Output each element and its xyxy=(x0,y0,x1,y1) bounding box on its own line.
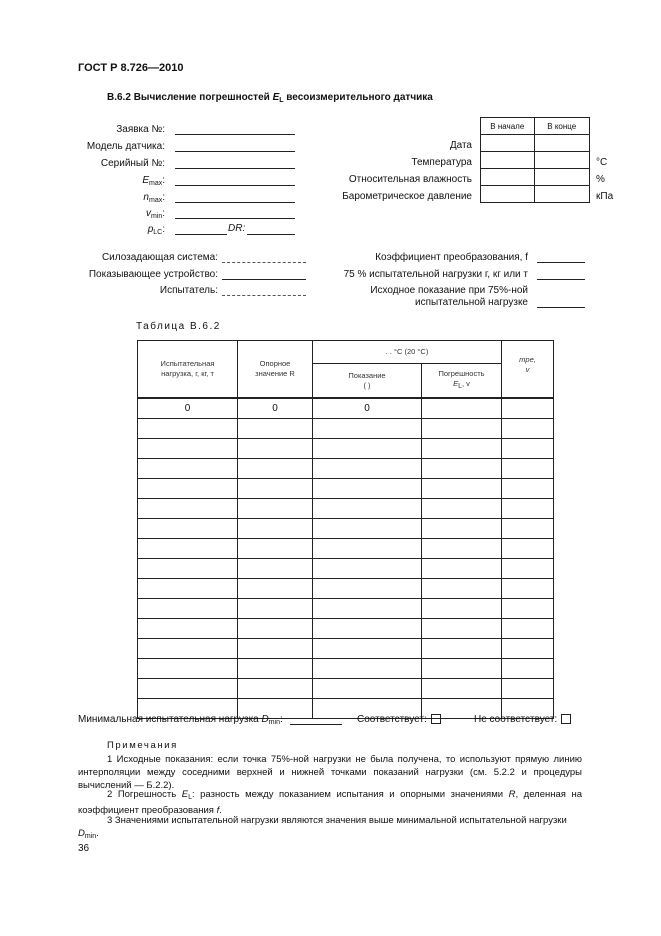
plc-symbol: p xyxy=(147,224,154,235)
table-cell[interactable] xyxy=(138,539,238,559)
model-label: Модель датчика: xyxy=(86,141,165,152)
table-cell[interactable] xyxy=(313,659,422,679)
dr-field[interactable] xyxy=(247,234,295,235)
table-row xyxy=(138,579,554,599)
table-cell[interactable] xyxy=(238,519,313,539)
note-3-symbol: D xyxy=(78,828,85,839)
table-cell[interactable] xyxy=(502,559,554,579)
force-system-label: Силозадающая система: xyxy=(101,252,218,263)
table-row xyxy=(138,659,554,679)
vmin-symbol: v xyxy=(145,208,151,219)
conditions-row-pressure xyxy=(481,186,590,203)
condition-label-humidity: Относительная влажность xyxy=(348,174,472,185)
nmax-symbol: n xyxy=(143,192,149,203)
table-row xyxy=(138,619,554,639)
header-mpe-line1: mpe, xyxy=(519,355,536,364)
note-2 xyxy=(78,788,582,817)
note-2-pre: 2 Погрешность xyxy=(107,789,182,800)
table-cell[interactable] xyxy=(502,419,554,439)
table-cell[interactable] xyxy=(238,459,313,479)
table-cell[interactable] xyxy=(422,499,502,519)
min-load-symbol: D xyxy=(261,714,269,725)
table-cell[interactable] xyxy=(138,639,238,659)
table-row xyxy=(138,398,554,419)
table-row xyxy=(138,419,554,439)
min-load-colon: : xyxy=(280,714,283,725)
header-mpe-line2: v xyxy=(525,365,530,374)
table-cell[interactable] xyxy=(502,579,554,599)
emax-field[interactable] xyxy=(175,185,295,186)
table-row xyxy=(138,559,554,579)
results-table xyxy=(137,340,554,719)
table-cell[interactable] xyxy=(138,499,238,519)
table-cell[interactable] xyxy=(422,579,502,599)
table-cell[interactable] xyxy=(313,459,422,479)
table-cell[interactable] xyxy=(138,579,238,599)
header-error-sub: L xyxy=(458,383,462,390)
table-row xyxy=(138,479,554,499)
table-cell[interactable] xyxy=(422,599,502,619)
section-title xyxy=(107,92,433,104)
temperature-end-cell[interactable] xyxy=(534,152,589,169)
section-title-pre: Вычисление погрешностей xyxy=(133,92,273,103)
table-cell[interactable] xyxy=(313,419,422,439)
table-cell[interactable] xyxy=(313,579,422,599)
load75-field[interactable] xyxy=(537,279,585,280)
header-indication xyxy=(313,364,422,399)
complies-group xyxy=(357,714,441,725)
note-2-end: . xyxy=(219,805,222,816)
header-load-line2: нагрузка, г, кг, т xyxy=(161,369,214,378)
table-row xyxy=(138,439,554,459)
table-cell[interactable] xyxy=(502,459,554,479)
header-error-line2 xyxy=(422,379,501,392)
date-start-cell[interactable] xyxy=(481,135,535,152)
indicator-field[interactable] xyxy=(222,279,306,280)
table-cell[interactable] xyxy=(238,419,313,439)
table-cell[interactable] xyxy=(313,599,422,619)
table-cell[interactable] xyxy=(502,599,554,619)
note-2-sub: L xyxy=(188,794,192,801)
coef-label: Коэффициент преобразования, f xyxy=(375,252,528,263)
table-cell[interactable] xyxy=(238,539,313,559)
table-row xyxy=(138,459,554,479)
header-mpe xyxy=(502,341,554,399)
min-load-sub: min xyxy=(268,719,281,726)
not-complies-label: Не соответствует: xyxy=(474,714,558,725)
note-2-r: R xyxy=(508,789,516,800)
table-row xyxy=(138,639,554,659)
table-cell[interactable] xyxy=(138,679,238,699)
header-indication-line1: Показание xyxy=(348,370,386,380)
vmin-colon: : xyxy=(162,208,165,219)
header-error-tail: , v xyxy=(462,379,470,388)
emax-sub: max xyxy=(148,180,163,187)
emax-colon: : xyxy=(162,175,165,186)
header-reference-line2: значение R xyxy=(255,369,295,378)
table-cell[interactable]: 0 xyxy=(238,398,313,419)
serial-label: Серийный №: xyxy=(100,158,165,169)
request-label: Заявка №: xyxy=(116,124,165,135)
note-3: 3 Значениями испытательной нагрузки являются значения выше минимальной испытательной нагрузки xyxy=(107,815,567,826)
note-1: 1 Исходные показания: если точка 75%-ной нагрузки не была получена, то используют прямую линию интерполяции между соседними верхней и нижней точками показаний нагрузки (см. 5.2.2 и процедуры вычислений — Б.2.2). xyxy=(78,754,582,791)
table-row xyxy=(138,539,554,559)
table-cell[interactable] xyxy=(502,398,554,419)
conditions-col-end: В конце xyxy=(534,118,589,135)
table-cell[interactable] xyxy=(238,639,313,659)
table-cell[interactable] xyxy=(422,419,502,439)
min-load-field[interactable] xyxy=(290,724,342,725)
complies-checkbox[interactable] xyxy=(431,714,441,724)
table-cell[interactable] xyxy=(313,639,422,659)
unit-humidity: % xyxy=(596,174,605,185)
conditions-row-temperature xyxy=(481,152,590,169)
table-cell[interactable] xyxy=(313,519,422,539)
table-cell[interactable] xyxy=(313,559,422,579)
header-load-line1: Испытательная xyxy=(160,359,215,368)
not-complies-checkbox[interactable] xyxy=(561,714,571,724)
table-cell[interactable] xyxy=(422,639,502,659)
table-cell[interactable] xyxy=(502,639,554,659)
force-system-field[interactable] xyxy=(222,262,306,263)
serial-field[interactable] xyxy=(175,168,295,169)
conditions-col-start: В начале xyxy=(481,118,535,135)
table-cell[interactable]: 0 xyxy=(313,398,422,419)
table-cell[interactable] xyxy=(422,619,502,639)
document-standard-title: ГОСТ Р 8.726—2010 xyxy=(78,62,184,74)
table-cell[interactable] xyxy=(502,679,554,699)
unit-temperature: °C xyxy=(596,157,608,168)
table-cell[interactable] xyxy=(313,439,422,459)
plc-sub: LC xyxy=(153,229,163,236)
conditions-row-humidity xyxy=(481,169,590,186)
table-cell[interactable] xyxy=(502,519,554,539)
table-cell[interactable] xyxy=(313,539,422,559)
header-reference xyxy=(238,341,313,399)
condition-label-temperature: Температура xyxy=(411,157,472,168)
table-cell[interactable] xyxy=(422,519,502,539)
coef-field[interactable] xyxy=(537,262,585,263)
header-indication-line2: ( ) xyxy=(363,380,371,390)
table-cell[interactable] xyxy=(502,659,554,679)
table-cell[interactable] xyxy=(238,439,313,459)
table-cell[interactable] xyxy=(138,459,238,479)
header-temperature: . . °C (20 °C) xyxy=(313,341,502,364)
note-2-post: , деленная на коэффициент преобразования xyxy=(78,789,582,816)
emax-label xyxy=(78,175,165,187)
table-cell[interactable] xyxy=(138,479,238,499)
table-cell[interactable] xyxy=(238,679,313,699)
table-cell[interactable] xyxy=(422,398,502,419)
table-cell[interactable] xyxy=(422,539,502,559)
plc-label xyxy=(78,224,165,236)
results-header-row-1 xyxy=(138,341,554,364)
table-cell[interactable] xyxy=(138,659,238,679)
initial-label-line1: Исходное показание при 75%-ной xyxy=(370,285,528,296)
table-cell[interactable] xyxy=(422,479,502,499)
section-symbol-sub: L xyxy=(279,97,284,104)
conditions-table xyxy=(480,117,590,203)
load75-label: 75 % испытательной нагрузки г, кг или т xyxy=(343,269,528,280)
conditions-row-date xyxy=(481,135,590,152)
complies-label: Соответствует: xyxy=(357,714,427,725)
section-title-post: весоизмерительного датчика xyxy=(283,92,433,103)
table-row xyxy=(138,499,554,519)
nmax-field[interactable] xyxy=(175,202,295,203)
table-row xyxy=(138,679,554,699)
min-load-label-pre: Минимальная испытательная нагрузка xyxy=(78,714,262,725)
nmax-colon: : xyxy=(162,192,165,203)
initial-label-line2: испытательной нагрузке xyxy=(414,297,528,308)
table-cell[interactable]: 0 xyxy=(138,398,238,419)
table-cell[interactable] xyxy=(422,559,502,579)
not-complies-group xyxy=(474,714,571,725)
note-2-mid: : разность между показанием испытания и опорными значениями xyxy=(191,789,509,800)
table-cell[interactable] xyxy=(138,599,238,619)
table-caption: Таблица В.6.2 xyxy=(136,321,221,332)
table-cell[interactable] xyxy=(238,659,313,679)
indicator-label: Показывающее устройство: xyxy=(88,269,218,280)
header-load xyxy=(138,341,238,399)
initial-field[interactable] xyxy=(537,307,585,308)
table-cell[interactable] xyxy=(502,499,554,519)
temperature-start-cell[interactable] xyxy=(481,152,535,169)
pressure-start-cell[interactable] xyxy=(481,186,535,203)
condition-label-pressure: Барометрическое давление xyxy=(342,191,472,202)
table-cell[interactable] xyxy=(238,479,313,499)
vmin-field[interactable] xyxy=(175,218,295,219)
table-cell[interactable] xyxy=(238,619,313,639)
emax-symbol: E xyxy=(142,175,149,186)
table-cell[interactable] xyxy=(422,679,502,699)
table-cell[interactable] xyxy=(502,539,554,559)
tester-label: Испытатель: xyxy=(159,285,218,296)
note-2-symbol: E xyxy=(181,789,189,800)
table-cell[interactable] xyxy=(313,679,422,699)
section-number: В.6.2 xyxy=(107,92,131,103)
table-cell[interactable] xyxy=(502,619,554,639)
table-cell[interactable] xyxy=(238,579,313,599)
table-cell[interactable] xyxy=(422,659,502,679)
table-cell[interactable] xyxy=(313,499,422,519)
notes-title: Примечания xyxy=(107,740,178,751)
note-2-f: f xyxy=(216,805,220,816)
humidity-start-cell[interactable] xyxy=(481,169,535,186)
table-cell[interactable] xyxy=(138,619,238,639)
table-cell[interactable] xyxy=(138,419,238,439)
note-3-tail xyxy=(78,828,99,840)
section-symbol: E xyxy=(272,92,280,103)
table-cell[interactable] xyxy=(238,499,313,519)
vmin-label xyxy=(78,208,165,220)
table-cell[interactable] xyxy=(138,519,238,539)
plc-field[interactable] xyxy=(175,234,227,235)
table-row xyxy=(138,519,554,539)
header-error-line1: Погрешность xyxy=(438,369,485,378)
table-cell[interactable] xyxy=(313,479,422,499)
nmax-sub: max xyxy=(148,197,163,204)
table-cell[interactable] xyxy=(138,559,238,579)
vmin-sub: min xyxy=(150,213,163,220)
request-field[interactable] xyxy=(175,134,295,135)
conditions-header-row xyxy=(481,118,590,135)
table-row xyxy=(138,599,554,619)
note-3-end: . xyxy=(96,828,99,839)
table-cell[interactable] xyxy=(422,459,502,479)
tester-field[interactable] xyxy=(222,295,306,296)
note-3-sub: min xyxy=(84,833,97,840)
unit-pressure: кПа xyxy=(596,191,614,202)
table-cell[interactable] xyxy=(502,439,554,459)
date-end-cell[interactable] xyxy=(534,135,589,152)
humidity-end-cell[interactable] xyxy=(534,169,589,186)
nmax-label xyxy=(78,192,165,204)
table-cell[interactable] xyxy=(238,559,313,579)
plc-colon: : xyxy=(162,224,165,235)
header-error-symbol: E xyxy=(453,379,459,388)
table-cell[interactable] xyxy=(313,619,422,639)
table-cell[interactable] xyxy=(238,599,313,619)
model-field[interactable] xyxy=(175,151,295,152)
condition-label-date: Дата xyxy=(449,140,472,151)
table-cell[interactable] xyxy=(502,479,554,499)
table-cell[interactable] xyxy=(422,439,502,459)
min-load-row xyxy=(78,714,283,726)
header-error xyxy=(422,364,502,399)
header-reference-line1: Опорное xyxy=(259,359,291,368)
dr-label: DR: xyxy=(228,223,246,234)
table-cell[interactable] xyxy=(138,439,238,459)
pressure-end-cell[interactable] xyxy=(534,186,589,203)
page-number: 36 xyxy=(78,843,90,854)
